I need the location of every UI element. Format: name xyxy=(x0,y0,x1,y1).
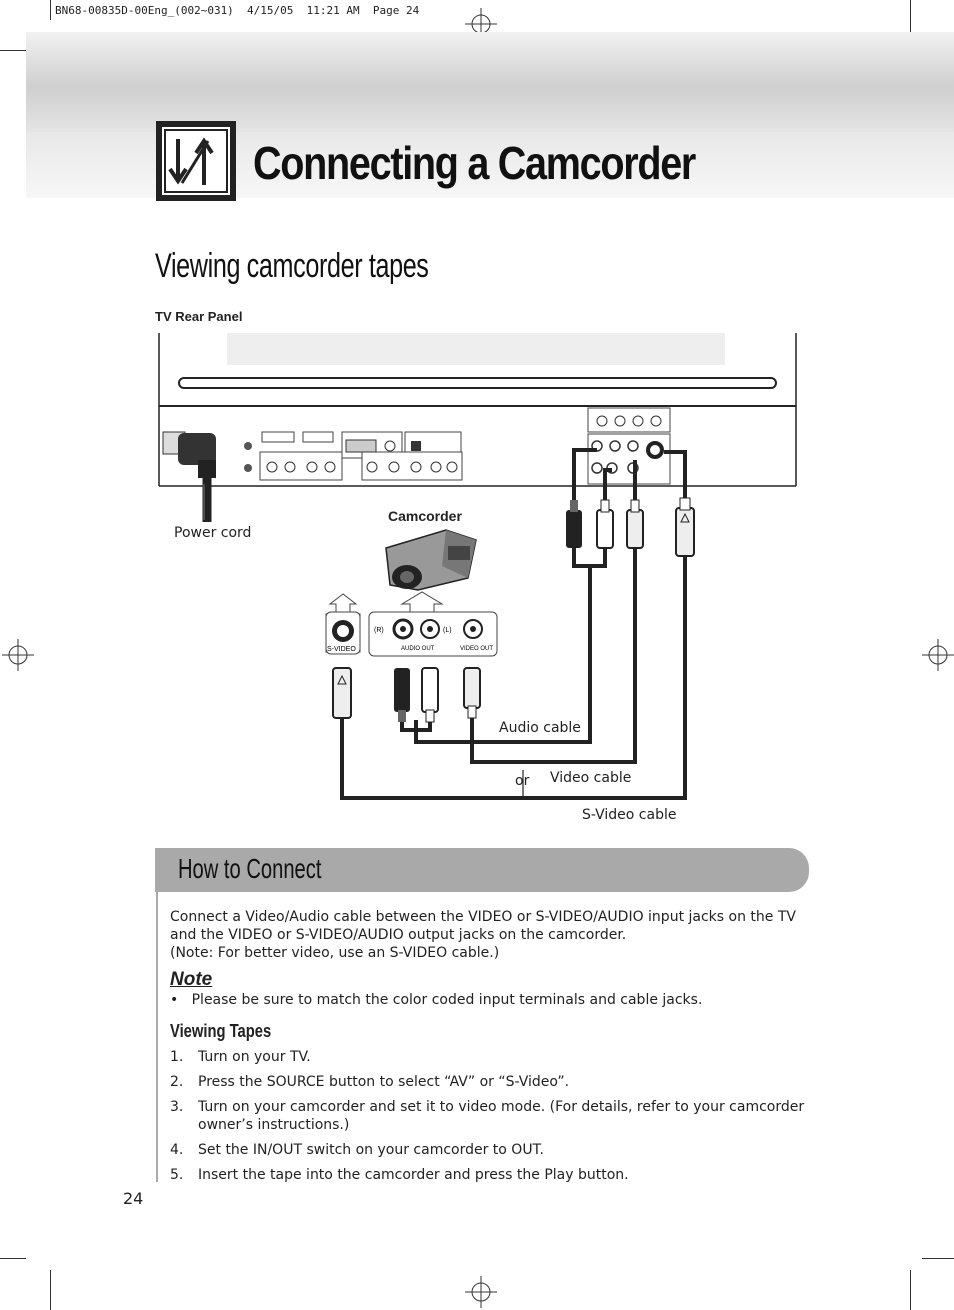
section-title: Viewing camcorder tapes xyxy=(155,247,429,285)
l-label: (L) xyxy=(443,627,452,634)
diagram-heading: TV Rear Panel xyxy=(155,309,243,324)
video-cable-label: Video cable xyxy=(550,770,632,786)
or-label: or xyxy=(515,773,530,789)
registration-mark-left xyxy=(2,639,34,671)
power-cord-label: Power cord xyxy=(174,525,252,541)
step-number: 5. xyxy=(170,1167,184,1183)
camcorder-illustration xyxy=(386,530,476,590)
camcorder-label: Camcorder xyxy=(388,508,462,524)
list-item xyxy=(170,1141,810,1159)
crop-mark xyxy=(0,1258,26,1259)
step-number: 4. xyxy=(170,1142,184,1158)
crop-mark xyxy=(0,50,26,51)
list-item xyxy=(170,1048,810,1066)
list-item xyxy=(170,1073,810,1091)
power-cord-plug xyxy=(178,433,216,522)
svideo-jack-label: S-VIDEO xyxy=(327,646,356,653)
step-number: 3. xyxy=(170,1099,184,1115)
how-to-connect-title: How to Connect xyxy=(178,853,322,884)
viewing-tapes-title: Viewing Tapes xyxy=(170,1021,272,1041)
intro-text xyxy=(170,908,800,962)
note-bullet xyxy=(170,991,702,1009)
connection-icon xyxy=(156,121,236,201)
note-title: Note xyxy=(170,969,213,990)
step-number: 2. xyxy=(170,1074,184,1090)
tv-side-connectors xyxy=(566,498,694,556)
video-out-label: VIDEO OUT xyxy=(460,646,494,652)
step-text: Press the SOURCE button to select “AV” or “S-Video”. xyxy=(198,1074,570,1090)
audio-cable-label: Audio cable xyxy=(499,720,581,736)
audio-out-label: AUDIO OUT xyxy=(401,646,435,652)
connection-diagram xyxy=(150,330,810,810)
list-item xyxy=(170,1166,810,1184)
bullet-icon: • xyxy=(170,992,192,1008)
crop-mark xyxy=(910,1270,911,1310)
page-number: 24 xyxy=(123,1189,144,1208)
list-item xyxy=(170,1098,810,1134)
note-parenthetical: (Note: For better video, use an S-VIDEO cable.) xyxy=(170,945,500,961)
crop-mark xyxy=(922,1258,954,1259)
step-text: Insert the tape into the camcorder and press the Play button. xyxy=(198,1167,629,1183)
r-label: (R) xyxy=(374,627,384,634)
page-title: Connecting a Camcorder xyxy=(253,137,696,189)
camcorder-side-connectors xyxy=(333,668,480,722)
crop-mark xyxy=(50,0,51,20)
tv-rear-panel xyxy=(159,333,796,486)
crop-mark xyxy=(50,1270,51,1310)
header-band xyxy=(26,32,954,132)
intro-paragraph: Connect a Video/Audio cable between the VIDEO or S-VIDEO/AUDIO input jacks on the TV and the VIDEO or S-VIDEO/AUDIO output jacks on the camcorder. xyxy=(170,909,796,943)
step-text: Set the IN/OUT switch on your camcorder to OUT. xyxy=(198,1142,544,1158)
step-text: Turn on your TV. xyxy=(198,1049,311,1065)
svideo-cable-label: S-Video cable xyxy=(582,807,677,823)
steps-list xyxy=(170,1048,810,1191)
section-rule xyxy=(156,892,158,1182)
step-number: 1. xyxy=(170,1049,184,1065)
printer-slug-line: BN68-00835D-00Eng_(002~031) 4/15/05 11:21 AM Page 24 xyxy=(55,4,420,17)
note-bullet-text: Please be sure to match the color coded input terminals and cable jacks. xyxy=(191,992,703,1008)
step-text: Turn on your camcorder and set it to video mode. (For details, refer to your camcorder owner’s instructions.) xyxy=(198,1099,805,1133)
crop-mark xyxy=(910,0,911,32)
registration-mark-right xyxy=(922,639,954,671)
registration-mark-bottom xyxy=(465,1276,497,1308)
